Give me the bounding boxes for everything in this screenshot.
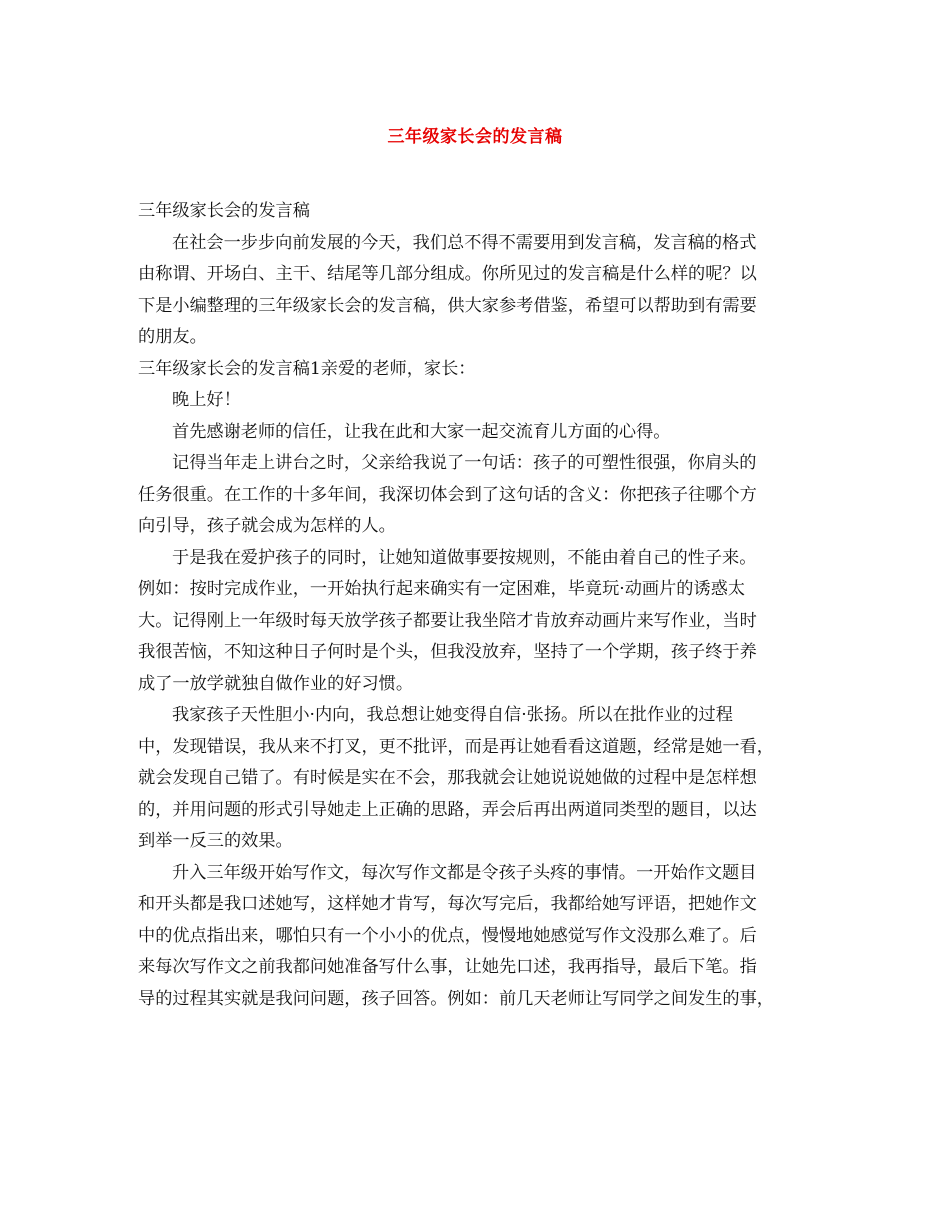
text-line: 中，发现错误，我从来不打叉，更不批评，而是再让她看看这道题，经常是她一看，: [138, 736, 774, 757]
text-line: 就会发现自己错了。有时候是实在不会，那我就会让她说说她做的过程中是怎样想: [138, 768, 757, 788]
text-line: 到举一反三的效果。: [138, 831, 293, 851]
text-line: 任务很重。在工作的十多年间，我深切体会到了这句话的含义：你把孩子往哪个方: [138, 484, 757, 505]
text-line: 于是我在爱护孩子的同时，让她知道做事要按规则，不能由着自己的性子来。: [172, 547, 757, 568]
text-line: 我很苦恼，不知这种日子何时是个头，但我没放弃，坚持了一个学期，孩子终于养: [138, 642, 757, 662]
text-line: 和开头都是我口述她写，这样她才肯写，每次写完后，我都给她写评语，把她作文: [138, 894, 757, 914]
text-line: 的朋友。: [138, 327, 207, 347]
text-line: 晚上好！: [172, 390, 241, 410]
text-line: 在社会一步步向前发展的今天，我们总不得不需要用到发言稿，发言稿的格式: [172, 232, 757, 253]
text-line: 由称谓、开场白、主干、结尾等几部分组成。你所见过的发言稿是什么样的呢？以: [138, 264, 757, 284]
text-line: 升入三年级开始写作文，每次写作文都是令孩子头疼的事情。一开始作文题目: [172, 862, 757, 883]
text-line: 下是小编整理的三年级家长会的发言稿，供大家参考借鉴，希望可以帮助到有需要: [138, 295, 757, 316]
text-line: 成了一放学就独自做作业的好习惯。: [138, 673, 414, 694]
text-line: 例如：按时完成作业，一开始执行起来确实有一定困难，毕竟玩·动画片的诱惑太: [138, 579, 746, 599]
text-line: 三年级家长会的发言稿: [138, 201, 310, 221]
text-line: 向引导，孩子就会成为怎样的人。: [138, 516, 396, 536]
text-line: 中的优点指出来，哪怕只有一个小小的优点，慢慢地她感觉写作文没那么难了。后: [138, 925, 757, 946]
text-line: 首先感谢老师的信任，让我在此和大家一起交流育儿方面的心得。: [172, 421, 671, 442]
text-line: 记得当年走上讲台之时，父亲给我说了一句话：孩子的可塑性很强，你肩头的: [172, 453, 757, 473]
text-line: 我家孩子天性胆小·内向，我总想让她变得自信·张扬。所以在批作业的过程: [172, 705, 733, 725]
document-title: 三年级家长会的发言稿: [387, 127, 563, 147]
text-line: 导的过程其实就是我问问题，孩子回答。例如：前几天老师让写同学之间发生的事，: [138, 988, 774, 1009]
text-line: 的，并用问题的形式引导她走上正确的思路，弄会后再出两道同类型的题目，以达: [138, 799, 757, 820]
text-line: 来每次写作文之前我都问她准备写什么事，让她先口述，我再指导，最后下笔。指: [138, 957, 757, 977]
document-body: [138, 196, 818, 1015]
text-line: 大。记得刚上一年级时每天放学孩子都要让我坐陪才肯放弃动画片来写作业，当时: [138, 610, 757, 631]
text-line: 三年级家长会的发言稿1亲爱的老师，家长：: [138, 358, 476, 379]
